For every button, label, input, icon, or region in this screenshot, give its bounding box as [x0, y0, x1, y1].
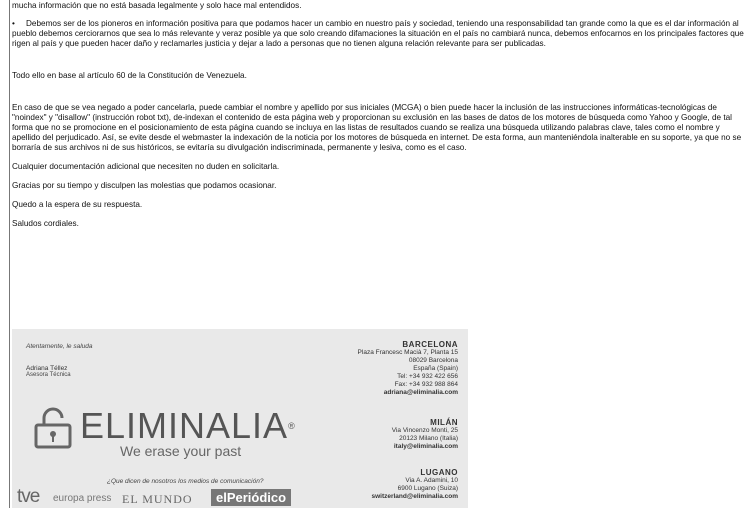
signature-greeting: Atentamente, le saluda	[26, 343, 93, 350]
bullet-icon: •	[12, 19, 15, 28]
signature-card	[12, 329, 468, 508]
el-periodico-logo: elPeriódico	[211, 489, 291, 506]
paragraph-await: Quedo a la espera de su respuesta.	[12, 200, 143, 209]
media-question: ¿Que dicen de nosotros los medios de comunicación?	[107, 478, 264, 485]
eliminalia-logo	[26, 405, 326, 461]
paragraph-intro-end: mucha información que no está basada legalmente y solo hace mal entendidos.	[12, 1, 302, 10]
office-barcelona: BARCELONA Plaza Francesc Macià 7, Planta 15 08029 Barcelona España (Spain) Tel: +34 932 422 656 Fax: +34 932 988 864 adriana@eliminalia.com	[357, 340, 458, 396]
paragraph-thanks: Gracias por su tiempo y disculpen las molestias que podamos ocasionar.	[12, 181, 277, 190]
email-link[interactable]: switzerland@eliminalia.com	[371, 493, 458, 500]
signature-role: Asesora Técnica	[26, 372, 71, 378]
email-link[interactable]: adriana@eliminalia.com	[383, 389, 458, 396]
paragraph-article: Todo ello en base al artículo 60 de la Constitución de Venezuela.	[12, 71, 247, 80]
bullet-paragraph	[12, 19, 744, 49]
logo-wordmark: ELIMINALIA®	[80, 405, 296, 446]
europa-press-logo: europa press	[53, 493, 112, 504]
paragraph-deindex-request: En caso de que se vea negado a poder cancelarla, puede cambiar el nombre y apellido por sus iniciales (MCGA) o bien puede hacer la inclusión de las instrucciones informáticas-tecnológicas de "noindex" y "disallow" (instrucción robot txt), de-indexan el contenido de esta página web y proporcionan su exclusión en las bases de datos de los motores de búsqueda como Yahoo y Google, de tal forma que no se promocione en el posicionamiento de esta página cuando se incluya en las listas de resultados cuando se realiza una búsqueda utilizando palabras clave, tales como el nombre y apellido del perjudicado. Así, se evite desde el webmaster la indexación de la noticia por los motores de búsqueda en internet. De esta forma, aun manteniéndola inalterable en su soporte, ya que no se borraría de sus archivos ni de sus históricos, se evitaría su divulgación indiscriminada, permanente y lesiva, como es el caso.	[12, 103, 742, 152]
left-border-line	[9, 0, 10, 508]
el-mundo-logo: EL MUNDO	[122, 492, 193, 506]
logo-tagline: We erase your past	[120, 443, 242, 459]
padlock-icon	[28, 405, 78, 449]
paragraph-documentation: Cualquier documentación adicional que necesiten no duden en solicitarla.	[12, 162, 280, 171]
email-body	[12, 0, 744, 229]
email-link[interactable]: italy@eliminalia.com	[393, 443, 458, 450]
signature-name: Adriana Téllez	[26, 365, 68, 372]
office-lugano: LUGANO Via A. Adamini, 10 6900 Lugano (Suiza) switzerland@eliminalia.com	[371, 468, 458, 500]
bullet-text: Debemos ser de los pioneros en información positiva para que podamos hacer un cambio en nuestro país y sociedad, teniendo una responsabilidad tan grande como la que es el dar información al pueblo debemos cerciorarnos que sea lo más relevante y veraz posible ya que solo creando difamaciones la situación en el país no cambiará nunca, debemos enfocarnos en los principales factores que rigen al país y que pueden hacer daño y reclamarles justicia y dejar a lado a personas que no tienen alguna relación relevante para ser publicadas.	[12, 19, 744, 48]
tve-logo: tve	[17, 486, 40, 507]
office-milan: MILÁN Via Vincenzo Monti, 25 20123 Milano (Italia) italy@eliminalia.com	[391, 418, 458, 450]
paragraph-closing: Saludos cordiales.	[12, 219, 79, 228]
